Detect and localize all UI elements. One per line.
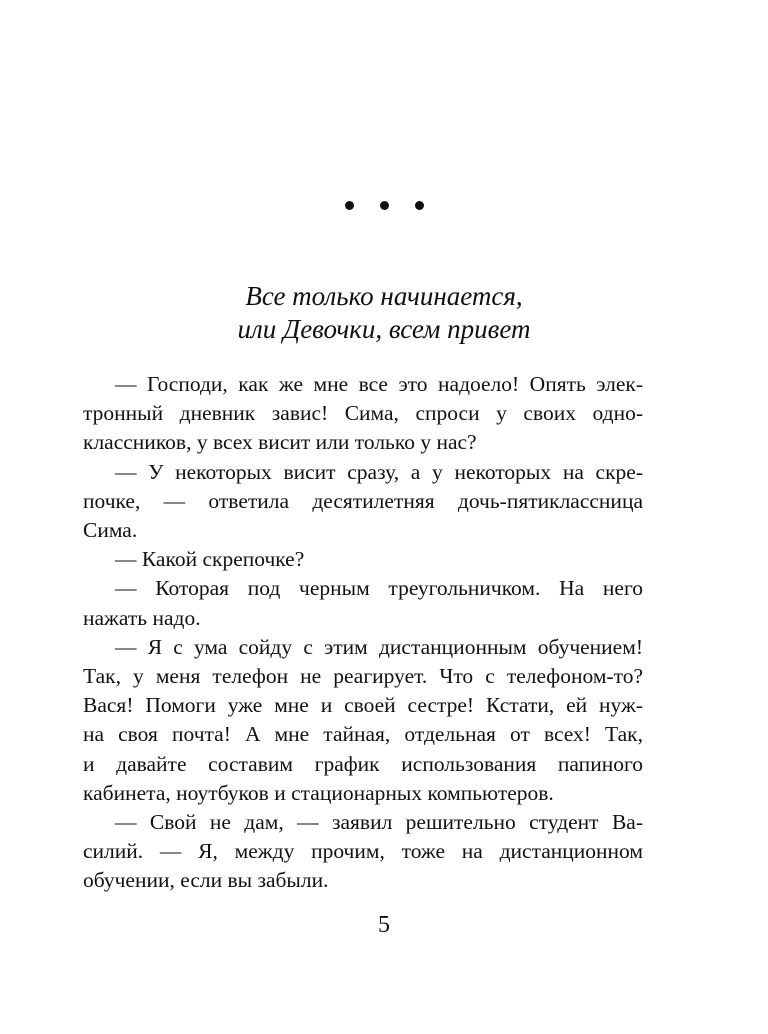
text-line: Сима. — [83, 518, 138, 543]
body-text — [83, 370, 643, 896]
text-line: тронный дневник завис! Сима, спроси у своих одно- — [83, 401, 643, 426]
chapter-title-line-1: Все только начинается, — [245, 281, 523, 311]
section-ornament — [0, 196, 768, 220]
text-line: обучении, если вы забыли. — [83, 868, 329, 893]
text-line: и давайте составим график использования папиного — [83, 751, 643, 776]
chapter-title-line-2: или Девочки, всем привет — [237, 314, 531, 344]
text-line: — Какой скрепочке? — [115, 547, 305, 572]
text-line: нажать надо. — [83, 605, 201, 630]
text-line: — У некоторых висит сразу, а у некоторых на скре- — [115, 459, 643, 484]
ornament-dot — [380, 201, 389, 210]
text-line: силий. — Я, между прочим, тоже на дистанционном — [83, 839, 643, 864]
text-line: на своя почта! А мне тайная, отдельная от всех! Так, — [83, 722, 643, 747]
text-line: Вася! Помоги уже мне и своей сестре! Кстати, ей нуж- — [83, 693, 643, 718]
page-number: 5 — [378, 912, 390, 938]
text-line: почке, — ответила десятилетняя дочь-пятиклассница — [83, 488, 643, 513]
text-line: — Господи, как же мне все это надоело! Опять элек- — [115, 372, 643, 396]
chapter-title — [120, 280, 648, 346]
ornament-dot — [415, 201, 424, 210]
text-line: кабинета, ноутбуков и стационарных компьютеров. — [83, 780, 554, 805]
ornament-dot — [345, 201, 354, 210]
text-line: — Свой не дам, — заявил решительно студент Ва- — [115, 810, 643, 835]
text-line: классников, у всех висит или только у нас? — [83, 430, 477, 455]
text-line: — Я с ума сойду с этим дистанционным обучением! — [115, 634, 643, 659]
text-line: Так, у меня телефон не реагирует. Что с телефоном-то? — [83, 664, 643, 689]
text-line: — Которая под черным треугольничком. На него — [115, 576, 643, 601]
